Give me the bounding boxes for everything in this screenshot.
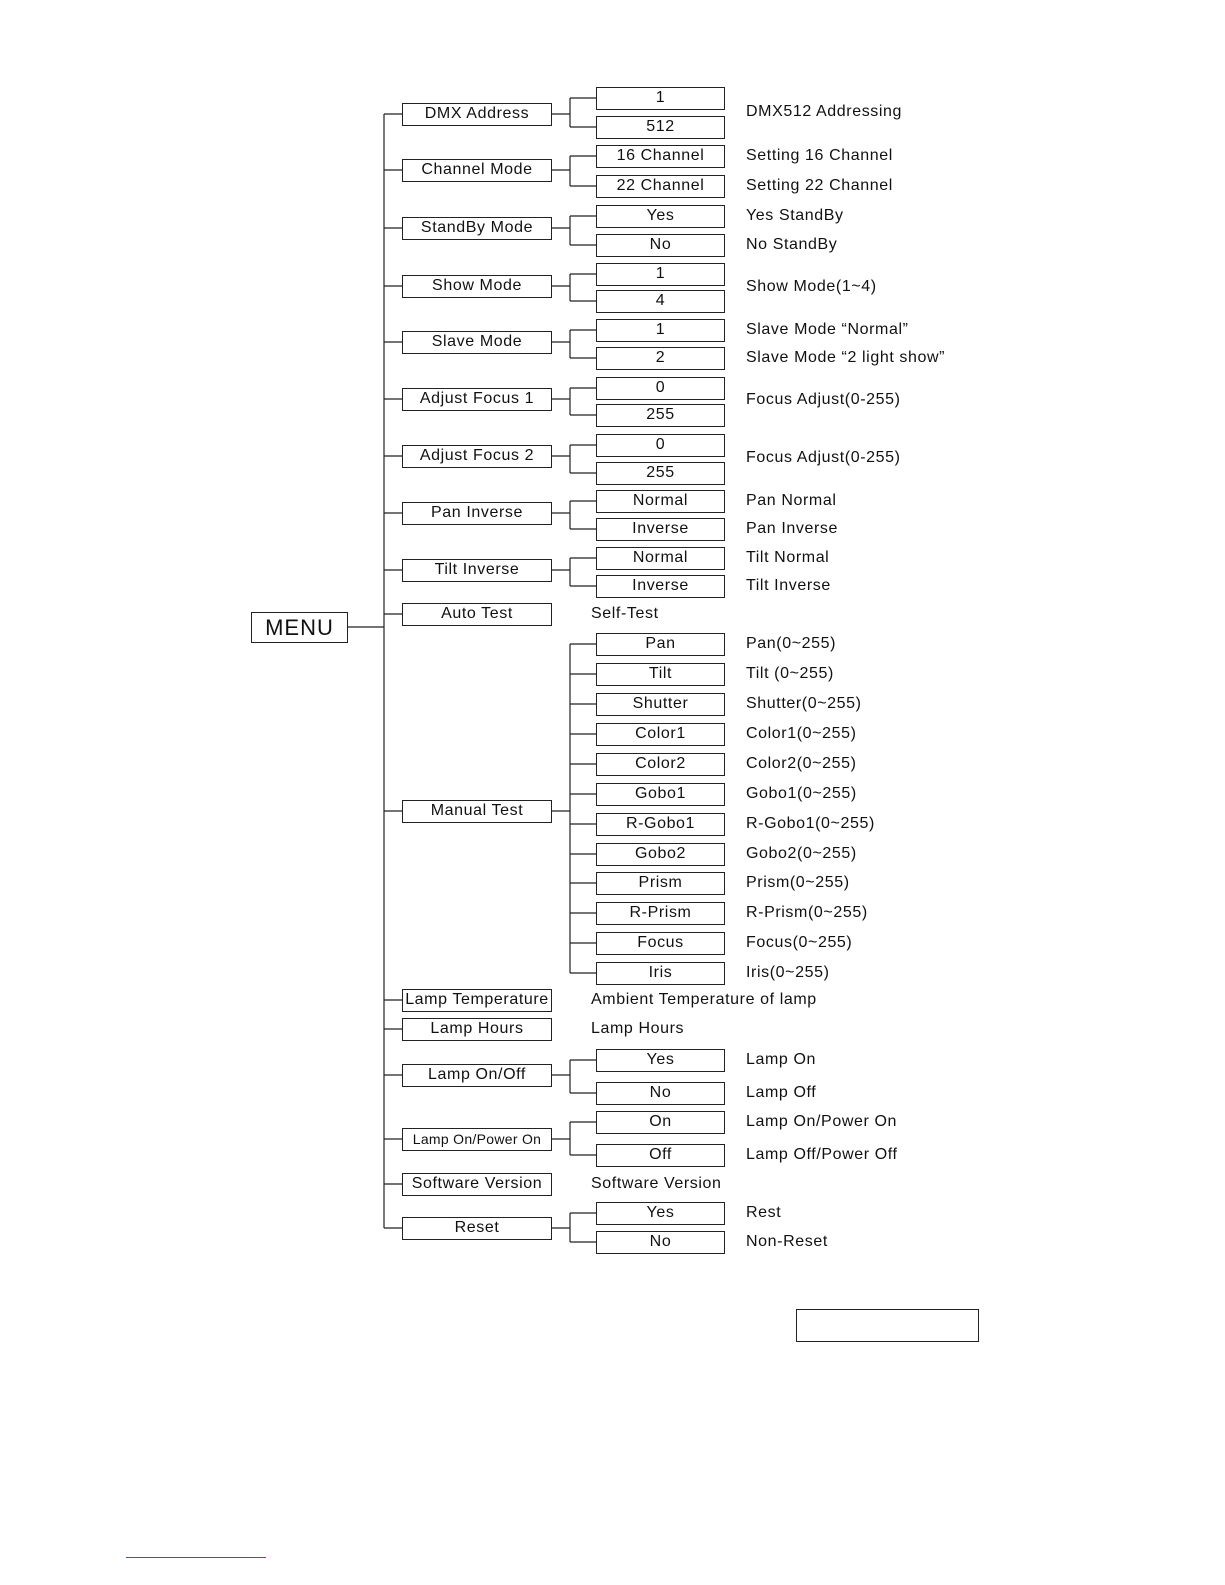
option-box: 16 Channel xyxy=(596,145,725,168)
option-description: Color2(0~255) xyxy=(746,755,857,772)
option-description: Tilt (0~255) xyxy=(746,665,834,682)
option-box: Gobo2 xyxy=(596,843,725,866)
option-description: Yes StandBy xyxy=(746,207,844,224)
menu-item-box: DMX Address xyxy=(402,103,552,126)
option-box: Iris xyxy=(596,962,725,985)
option-box: 1 xyxy=(596,319,725,342)
option-description: Slave Mode “2 light show” xyxy=(746,349,946,366)
menu-item-box: Show Mode xyxy=(402,275,552,298)
option-box: Normal xyxy=(596,490,725,513)
option-box: 0 xyxy=(596,377,725,400)
option-box: 255 xyxy=(596,404,725,427)
option-box: 0 xyxy=(596,434,725,457)
option-box: Yes xyxy=(596,1202,725,1225)
option-description: Gobo2(0~255) xyxy=(746,845,857,862)
option-description: Shutter(0~255) xyxy=(746,695,862,712)
option-box: 22 Channel xyxy=(596,175,725,198)
option-description: Color1(0~255) xyxy=(746,725,857,742)
menu-item-box: Channel Mode xyxy=(402,159,552,182)
option-box: 2 xyxy=(596,347,725,370)
option-box: Pan xyxy=(596,633,725,656)
menu-root-box: MENU xyxy=(251,612,348,643)
option-description: Tilt Normal xyxy=(746,549,830,566)
option-box: Off xyxy=(596,1144,725,1167)
menu-item-box: Adjust Focus 2 xyxy=(402,445,552,468)
footer-underline xyxy=(126,1557,266,1558)
option-description: Gobo1(0~255) xyxy=(746,785,857,802)
option-description: Pan(0~255) xyxy=(746,635,837,652)
item-description: Lamp Hours xyxy=(591,1020,685,1037)
item-description: Ambient Temperature of lamp xyxy=(591,991,817,1008)
option-description: Iris(0~255) xyxy=(746,964,830,981)
item-description: Self-Test xyxy=(591,605,659,622)
option-box: Normal xyxy=(596,547,725,570)
menu-item-box: Reset xyxy=(402,1217,552,1240)
option-box: No xyxy=(596,1082,725,1105)
option-box: Focus xyxy=(596,932,725,955)
menu-item-box: Lamp On/Off xyxy=(402,1064,552,1087)
menu-item-box: Tilt Inverse xyxy=(402,559,552,582)
option-box: Color1 xyxy=(596,723,725,746)
option-box: 4 xyxy=(596,290,725,313)
menu-item-box: Pan Inverse xyxy=(402,502,552,525)
option-box: Shutter xyxy=(596,693,725,716)
item-description: Focus Adjust(0-255) xyxy=(746,391,901,408)
option-description: Lamp On/Power On xyxy=(746,1113,897,1130)
item-description: Show Mode(1~4) xyxy=(746,278,877,295)
option-description: Slave Mode “Normal” xyxy=(746,321,909,338)
option-box: Yes xyxy=(596,205,725,228)
option-description: R-Gobo1(0~255) xyxy=(746,815,875,832)
option-box: R-Prism xyxy=(596,902,725,925)
option-box: 512 xyxy=(596,116,725,139)
option-description: Lamp Off xyxy=(746,1084,817,1101)
option-box: On xyxy=(596,1111,725,1134)
option-description: Tilt Inverse xyxy=(746,577,831,594)
menu-item-box: Lamp Hours xyxy=(402,1018,552,1041)
option-description: Setting 22 Channel xyxy=(746,177,893,194)
menu-item-box: Lamp Temperature xyxy=(402,989,552,1012)
menu-item-box: Manual Test xyxy=(402,800,552,823)
option-description: Lamp Off/Power Off xyxy=(746,1146,898,1163)
menu-item-box: Adjust Focus 1 xyxy=(402,388,552,411)
option-box: No xyxy=(596,234,725,257)
option-description: Rest xyxy=(746,1204,782,1221)
menu-item-box: Lamp On/Power On xyxy=(402,1128,552,1151)
item-description: Focus Adjust(0-255) xyxy=(746,449,901,466)
item-description: Software Version xyxy=(591,1175,722,1192)
option-description: R-Prism(0~255) xyxy=(746,904,868,921)
option-description: Setting 16 Channel xyxy=(746,147,893,164)
option-description: Lamp On xyxy=(746,1051,817,1068)
option-box: 1 xyxy=(596,87,725,110)
option-description: Pan Inverse xyxy=(746,520,838,537)
menu-item-box: Auto Test xyxy=(402,603,552,626)
option-description: Prism(0~255) xyxy=(746,874,850,891)
option-box: Prism xyxy=(596,872,725,895)
option-description: Non-Reset xyxy=(746,1233,828,1250)
option-box: No xyxy=(596,1231,725,1254)
option-box: Color2 xyxy=(596,753,725,776)
option-box: R-Gobo1 xyxy=(596,813,725,836)
option-description: Pan Normal xyxy=(746,492,837,509)
menu-item-box: StandBy Mode xyxy=(402,217,552,240)
option-description: No StandBy xyxy=(746,236,838,253)
page-number-box xyxy=(796,1309,979,1342)
menu-item-box: Software Version xyxy=(402,1173,552,1196)
option-box: Tilt xyxy=(596,663,725,686)
option-box: Inverse xyxy=(596,518,725,541)
option-box: 255 xyxy=(596,462,725,485)
option-box: Yes xyxy=(596,1049,725,1072)
option-box: 1 xyxy=(596,263,725,286)
option-box: Gobo1 xyxy=(596,783,725,806)
menu-item-box: Slave Mode xyxy=(402,331,552,354)
item-description: DMX512 Addressing xyxy=(746,103,903,120)
option-description: Focus(0~255) xyxy=(746,934,853,951)
option-box: Inverse xyxy=(596,575,725,598)
